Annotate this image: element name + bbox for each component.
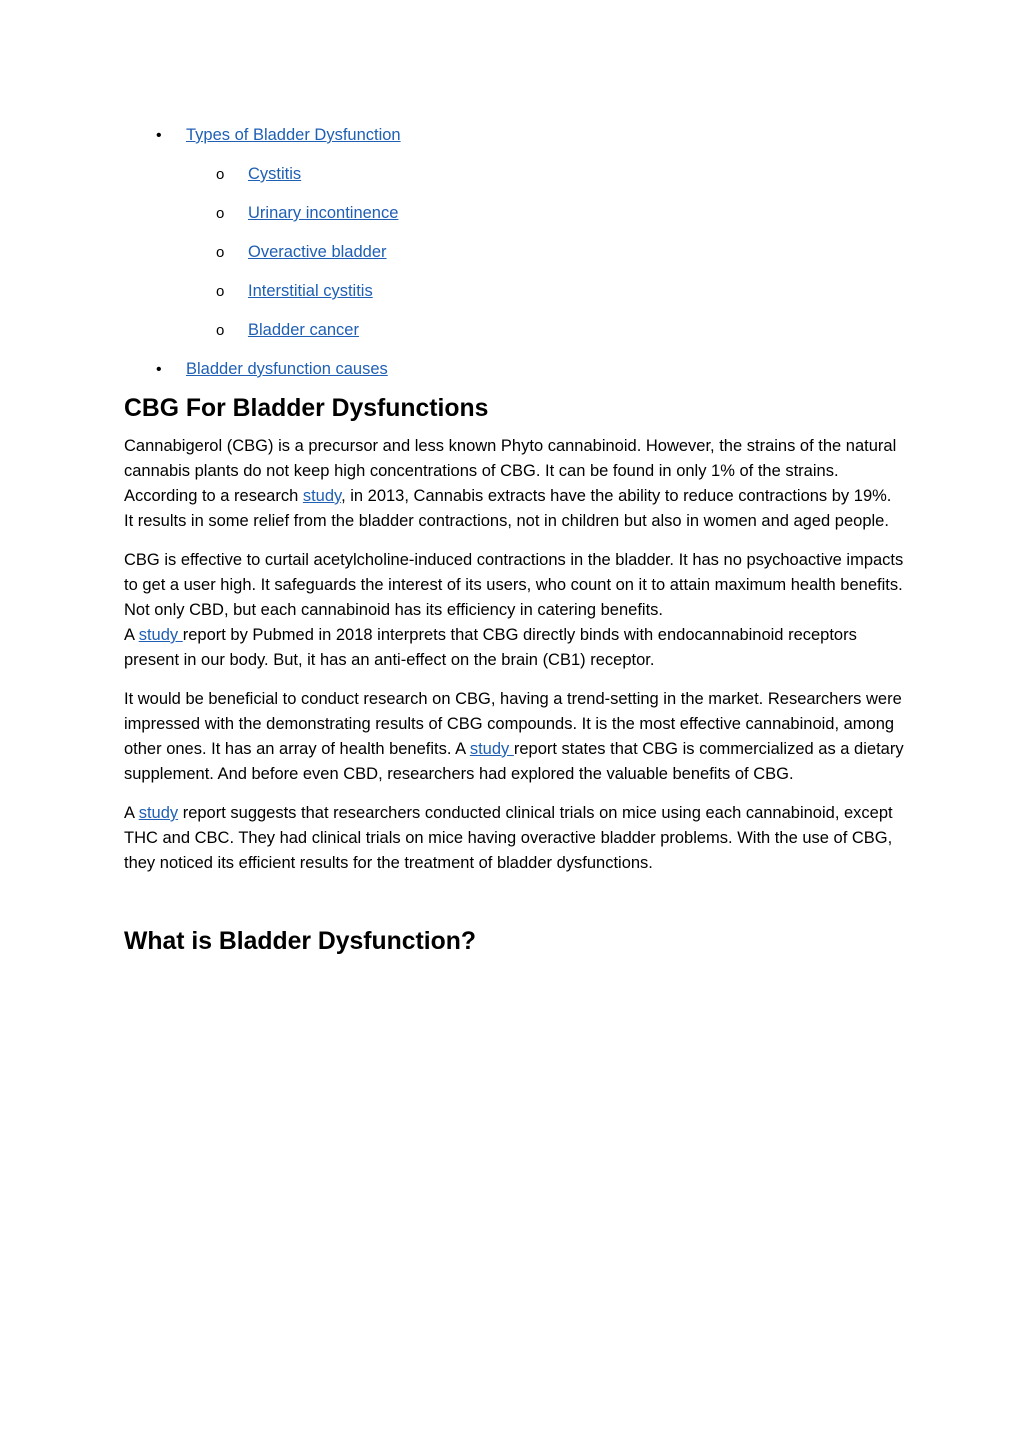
study-link-2[interactable]: study	[138, 626, 183, 644]
paragraph-text: A	[124, 804, 139, 822]
paragraph-text: , in 2013, Cannabis extracts have the ability to reduce contractions by 19%. It results in some relief from the bladder contractions, not in children but also in women and aged people.	[124, 487, 892, 530]
paragraph-text: Cannabigerol (CBG) is a precursor and less known Phyto cannabinoid. However, the strains of the natural cannabis plants do not keep high concentrations of CBG. It can be found in only 1% of the strains. According to a research	[124, 437, 897, 505]
sub-bullet-icon: o	[216, 244, 225, 261]
toc-subitem-cancer	[124, 317, 904, 356]
section-heading-what-is: What is Bladder Dysfunction?	[124, 928, 477, 955]
toc-link-cystitis[interactable]: Cystitis	[248, 165, 302, 183]
study-link-1[interactable]: study	[302, 487, 342, 505]
document-content	[124, 122, 904, 967]
toc-subitem-overactive	[124, 239, 904, 278]
toc-link-types[interactable]: Types of Bladder Dysfunction	[186, 126, 401, 144]
toc-subitem-incontinence	[124, 200, 904, 239]
paragraph-4	[124, 801, 904, 876]
sub-bullet-icon: o	[216, 322, 225, 339]
bullet-icon: •	[156, 127, 162, 144]
toc-item-causes	[124, 356, 904, 395]
toc-subitem-cystitis	[124, 161, 904, 200]
toc-link-interstitial[interactable]: Interstitial cystitis	[248, 282, 373, 300]
paragraph-text: report states that CBG is commercialized as a dietary supplement. And before even CBD, researchers had explored the valuable benefits of CBG.	[124, 740, 904, 783]
paragraph-text: CBG is effective to curtail acetylcholine-induced contractions in the bladder. It has no psychoactive impacts to get a user high. It safeguards the interest of its users, who count on it to attain maximum health benefits. Not only CBD, but each cannabinoid has its efficiency in catering benefits.	[124, 551, 904, 619]
paragraph-2	[124, 548, 904, 673]
bullet-icon: •	[156, 361, 162, 378]
paragraph-1	[124, 434, 904, 534]
spacer	[124, 890, 904, 928]
toc-link-incontinence[interactable]: Urinary incontinence	[248, 204, 399, 222]
toc-link-causes[interactable]: Bladder dysfunction causes	[186, 360, 388, 378]
table-of-contents	[124, 122, 904, 395]
toc-link-overactive[interactable]: Overactive bladder	[248, 243, 387, 261]
paragraph-text: It would be beneficial to conduct research on CBG, having a trend-setting in the market. Researchers were impressed with the demonstrating results of CBG compounds. It is the most effective cannabinoid, among other ones. It has an array of health benefits. A	[124, 690, 902, 758]
study-link-3[interactable]: study	[469, 740, 514, 758]
sub-bullet-icon: o	[216, 166, 225, 183]
paragraph-3	[124, 687, 904, 787]
paragraph-text: report by Pubmed in 2018 interprets that CBG directly binds with endocannabinoid receptors present in our body. But, it has an anti-effect on the brain (CB1) receptor.	[124, 626, 857, 669]
study-link-4[interactable]: study	[138, 804, 179, 822]
section-heading-cbg: CBG For Bladder Dysfunctions	[124, 395, 489, 422]
paragraph-text: report suggests that researchers conducted clinical trials on mice using each cannabinoid, except THC and CBC. They had clinical trials on mice having overactive bladder problems. With the use of CBG, they noticed its efficient results for the treatment of bladder dysfunctions.	[124, 804, 893, 872]
paragraph-text: A	[124, 626, 139, 644]
sub-bullet-icon: o	[216, 205, 225, 222]
sub-bullet-icon: o	[216, 283, 225, 300]
toc-subitem-interstitial	[124, 278, 904, 317]
toc-link-cancer[interactable]: Bladder cancer	[248, 321, 359, 339]
toc-item-types	[124, 122, 904, 161]
